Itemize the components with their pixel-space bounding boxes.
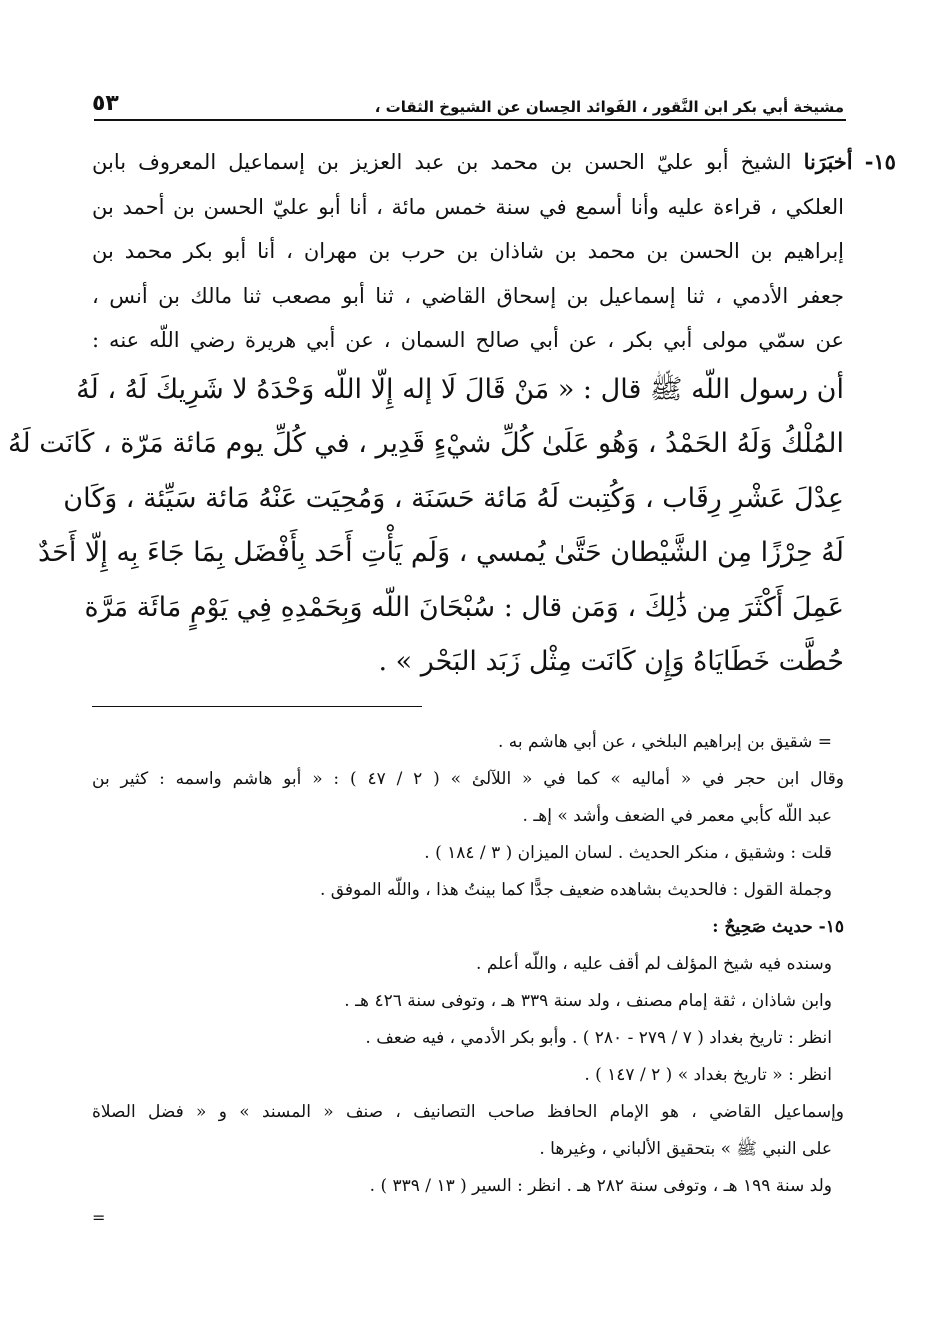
matn bbox=[7, 363, 844, 690]
isnad-line: إبراهيم بن الحسن بن محمد بن شاذان بن حرب بن مهران ، أنا أبو بكر محمد بن bbox=[92, 239, 844, 264]
matn-line: لَهُ حِرْزًا مِن الشَّيْطان حَتَّىٰ يُمسي ، وَلَم يَأْتِ أَحَد بِأَفْضَل بِمَا جَاءَ بِه إِلّا أَحَدٌ bbox=[37, 537, 844, 569]
matn-line: أن رسول اللّه ﷺ قال : « مَنْ قَالَ لَا إله إِلّا اللّه وَحْدَهُ لا شَرِيكَ لَهُ ، لَهُ bbox=[76, 373, 844, 405]
footnotes bbox=[92, 724, 844, 1205]
footnote-line: وقال ابن حجر في « أماليه » كما في « اللآلئ » ( ٢ / ٤٧ ) : « أبو هاشم واسمه : كثير بن bbox=[92, 769, 844, 789]
isnad-line: العلكي ، قراءة عليه وأنا أسمع في سنة خمس مائة ، أنا أبو عليّ الحسن بن أحمد بن bbox=[92, 194, 844, 219]
hadith-text bbox=[7, 140, 896, 690]
isnad-text: الشيخ أبو عليّ الحسن بن محمد بن عبد العزيز بن إسماعيل المعروف بابن bbox=[92, 150, 792, 174]
footnote-divider bbox=[92, 706, 422, 707]
isnad bbox=[92, 140, 896, 363]
footnote-line: ولد سنة ١٩٩ هـ ، وتوفى سنة ٢٨٢ هـ . انظر : السير ( ١٣ / ٣٣٩ ) . bbox=[369, 1176, 832, 1196]
footnote-line: على النبي ﷺ » بتحقيق الألباني ، وغيرها . bbox=[539, 1139, 832, 1159]
footnote-line: وإسماعيل القاضي ، هو الإمام الحافظ صاحب التصانيف ، صنف « المسند » و « فضل الصلاة bbox=[92, 1102, 844, 1122]
continuation-mark: = bbox=[92, 1208, 106, 1227]
footnote-line: وجملة القول : فالحديث بشاهده ضعيف جدًّا كما بينتُ هذا ، واللّه الموفق . bbox=[319, 880, 832, 900]
running-header bbox=[92, 84, 844, 116]
footnote-line: انظر : تاريخ بغداد ( ٧ / ٢٧٩ - ٢٨٠ ) . وأبو بكر الأدمي ، فيه ضعف . bbox=[365, 1028, 832, 1048]
page-number: ٥٣ bbox=[92, 91, 119, 116]
footnote-line: وسنده فيه شيخ المؤلف لم أقف عليه ، واللّه أعلم . bbox=[476, 954, 832, 974]
matn-line: حُطَّت خَطَايَاهُ وَإِن كَانَت مِثْل زَبَد البَحْر » . bbox=[378, 646, 844, 678]
isnad-line: جعفر الأدمي ، ثنا إسماعيل بن إسحاق القاضي ، ثنا أبو مصعب ثنا مالك بن أنس ، bbox=[92, 283, 844, 308]
header-rule bbox=[94, 119, 846, 121]
footnote-line: انظر : « تاريخ بغداد » ( ٢ / ١٤٧ ) . bbox=[584, 1065, 832, 1085]
footnote-line: وابن شاذان ، ثقة إمام مصنف ، ولد سنة ٣٣٩ هـ ، وتوفى سنة ٤٢٦ هـ . bbox=[344, 991, 832, 1011]
matn-line: عَمِلَ أَكْثَرَ مِن ذَٰلِكَ ، وَمَن قال : سُبْحَانَ اللّه وَبِحَمْدِهِ فِي يَوْمٍ مَائَة مَرَّة bbox=[84, 591, 844, 623]
isnad-line bbox=[92, 140, 896, 185]
isnad-line: عن سمّي مولى أبي بكر ، عن أبي صالح السمان ، عن أبي هريرة رضي اللّه عنه : bbox=[92, 328, 844, 353]
matn-line: عِدْلَ عَشْرِ رِقَاب ، وَكُتِبت لَهُ مَائة حَسَنَة ، وَمُحِيَت عَنْهُ مَائة سَيِّئة ، وَكَان bbox=[63, 482, 844, 514]
footnote-line: = شقيق بن إبراهيم البلخي ، عن أبي هاشم به . bbox=[497, 732, 832, 752]
header-title: مشيخة أبي بكر ابن النَّقور ، الفَوائد الحِسان عن الشيوخ الثقات ، bbox=[374, 98, 844, 116]
grading-heading: ١٥- حديث صَحِيحٌ : bbox=[712, 917, 844, 937]
hadith-number: ١٥- bbox=[864, 149, 896, 174]
footnote-line: قلت : وشقيق ، منكر الحديث . لسان الميزان ( ٣ / ١٨٤ ) . bbox=[424, 843, 832, 863]
footnote-line: عبد اللّه كأبي معمر في الضعف وأشد » إهـ . bbox=[522, 806, 832, 826]
opening-word: أخبَرَنا bbox=[803, 149, 853, 174]
matn-line: المُلْكُ وَلَهُ الحَمْدُ ، وَهُو عَلَىٰ كُلِّ شيْءٍ قَدِير ، في كُلِّ يوم مَائة مَرّة ، كَانَت لَهُ bbox=[7, 428, 844, 460]
